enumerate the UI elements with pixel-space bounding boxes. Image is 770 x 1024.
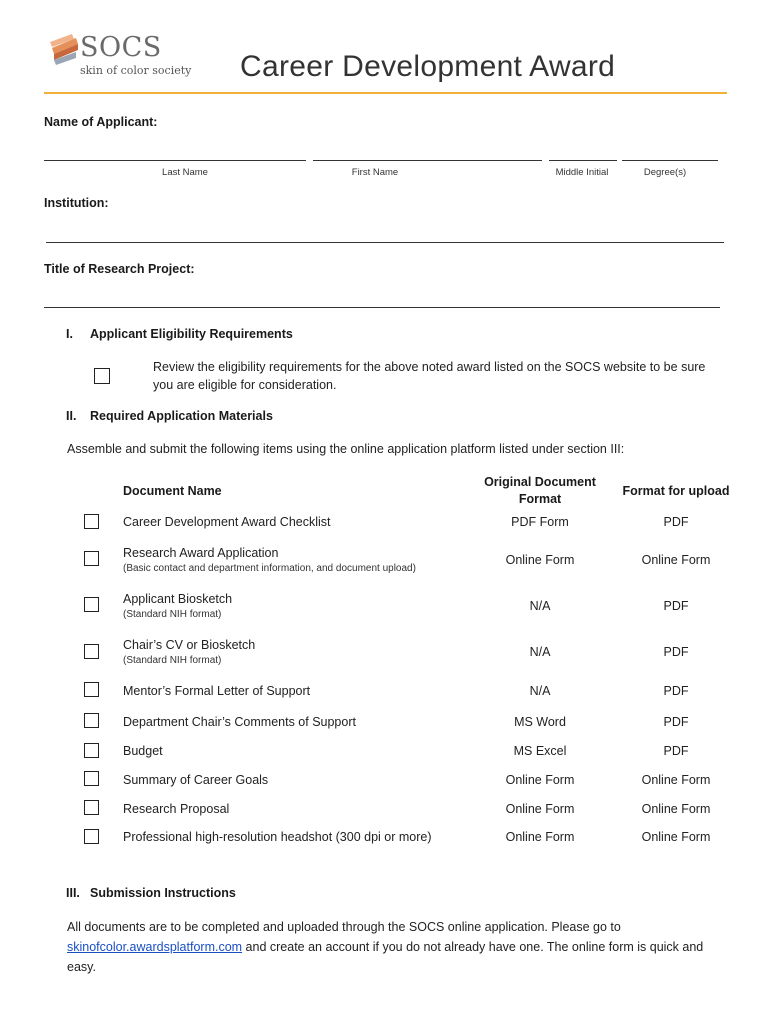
degrees-field[interactable] [622, 160, 718, 161]
table-row-upload: PDF [663, 515, 689, 529]
section-2-intro: Assemble and submit the following items using the online application platform listed under section III: [67, 442, 625, 456]
last-name-caption: Last Name [162, 167, 208, 178]
table-row-name: Research Award Application [123, 546, 279, 560]
table-row-name: Chair’s CV or Biosketch [123, 638, 256, 652]
checklist-checkbox[interactable] [84, 800, 99, 815]
submission-instructions [67, 917, 737, 977]
table-row-subtext: (Standard NIH format) [123, 655, 222, 666]
submission-line2 [67, 937, 737, 957]
table-row-name: Applicant Biosketch [123, 592, 233, 606]
eligibility-text-line2: you are eligible for consideration. [153, 378, 337, 392]
first-name-field[interactable] [313, 160, 542, 161]
logo-wordmark: SOCS [80, 32, 162, 63]
table-row-subtext: (Standard NIH format) [123, 609, 222, 620]
section-2-heading: Required Application Materials [90, 409, 273, 423]
project-title-label: Title of Research Project: [44, 262, 195, 276]
checklist-checkbox[interactable] [84, 682, 99, 697]
submission-line3: easy. [67, 960, 96, 974]
table-row-original: Online Form [505, 773, 575, 787]
checklist-checkbox[interactable] [84, 829, 99, 844]
table-row-upload: PDF [663, 744, 689, 758]
checklist-checkbox[interactable] [84, 514, 99, 529]
table-row-original: Online Form [505, 553, 575, 567]
awards-platform-link[interactable]: skinofcolor.awardsplatform.com [67, 940, 243, 954]
section-3-heading: Submission Instructions [90, 886, 236, 900]
checklist-checkbox[interactable] [84, 771, 99, 786]
logo-subtitle: skin of color society [80, 64, 192, 77]
first-name-caption: First Name [351, 167, 399, 178]
institution-label: Institution: [44, 196, 109, 210]
table-row-upload: Online Form [641, 830, 711, 844]
checklist-checkbox[interactable] [84, 597, 99, 612]
degrees-caption: Degree(s) [643, 167, 687, 178]
socs-logo [50, 32, 192, 84]
last-name-field[interactable] [44, 160, 306, 161]
table-row-upload: PDF [663, 684, 689, 698]
section-3-number: III. [66, 886, 80, 900]
eligibility-text-line1: Review the eligibility requirements for the above noted award listed on the SOCS website to be sure [153, 360, 706, 374]
checklist-checkbox[interactable] [84, 644, 99, 659]
table-row-name: Career Development Award Checklist [123, 515, 331, 529]
column-header-original-format-line2: Format [518, 492, 562, 506]
table-row-upload: PDF [663, 715, 689, 729]
table-row-original: N/A [529, 684, 551, 698]
table-row-original: MS Word [514, 715, 566, 729]
section-2-number: II. [66, 409, 77, 423]
table-row-upload: PDF [663, 599, 689, 613]
applicant-name-label: Name of Applicant: [44, 115, 158, 129]
table-row-original: N/A [529, 599, 551, 613]
submission-line2-text: and create an account if you do not already have one. The online form is quick and [242, 940, 704, 954]
checklist-checkbox[interactable] [84, 713, 99, 728]
table-row-original: Online Form [505, 802, 575, 816]
table-row-original: Online Form [505, 830, 575, 844]
header-divider [44, 92, 727, 94]
project-title-field[interactable] [44, 307, 720, 308]
column-header-upload-format: Format for upload [622, 484, 730, 498]
middle-initial-field[interactable] [549, 160, 617, 161]
table-row-upload: PDF [663, 645, 689, 659]
table-row-name: Mentor’s Formal Letter of Support [123, 684, 311, 698]
column-header-document-name: Document Name [123, 484, 222, 498]
section-1-number: I. [66, 327, 73, 341]
table-row-original: MS Excel [513, 744, 567, 758]
checklist-checkbox[interactable] [84, 743, 99, 758]
table-row-name: Research Proposal [123, 802, 230, 816]
table-row-original: N/A [529, 645, 551, 659]
checklist-checkbox[interactable] [84, 551, 99, 566]
table-row-original: PDF Form [511, 515, 569, 529]
page-title: Career Development Award [240, 50, 616, 83]
table-row-upload: Online Form [641, 802, 711, 816]
socs-logo-mark-icon [50, 34, 80, 66]
table-row-upload: Online Form [641, 553, 711, 567]
institution-field[interactable] [46, 242, 724, 243]
middle-initial-caption: Middle Initial [555, 167, 609, 178]
table-row-name: Summary of Career Goals [123, 773, 269, 787]
table-row-name: Professional high-resolution headshot (300 dpi or more) [123, 830, 432, 844]
submission-line1: All documents are to be completed and uploaded through the SOCS online application. Please go to [67, 920, 621, 934]
eligibility-checkbox[interactable] [94, 368, 110, 384]
table-row-name: Budget [123, 744, 163, 758]
table-row-name: Department Chair’s Comments of Support [123, 715, 356, 729]
column-header-original-format-line1: Original Document [484, 475, 596, 489]
table-row-upload: Online Form [641, 773, 711, 787]
section-1-heading: Applicant Eligibility Requirements [90, 327, 293, 341]
table-row-subtext: (Basic contact and department information, and document upload) [123, 563, 416, 574]
